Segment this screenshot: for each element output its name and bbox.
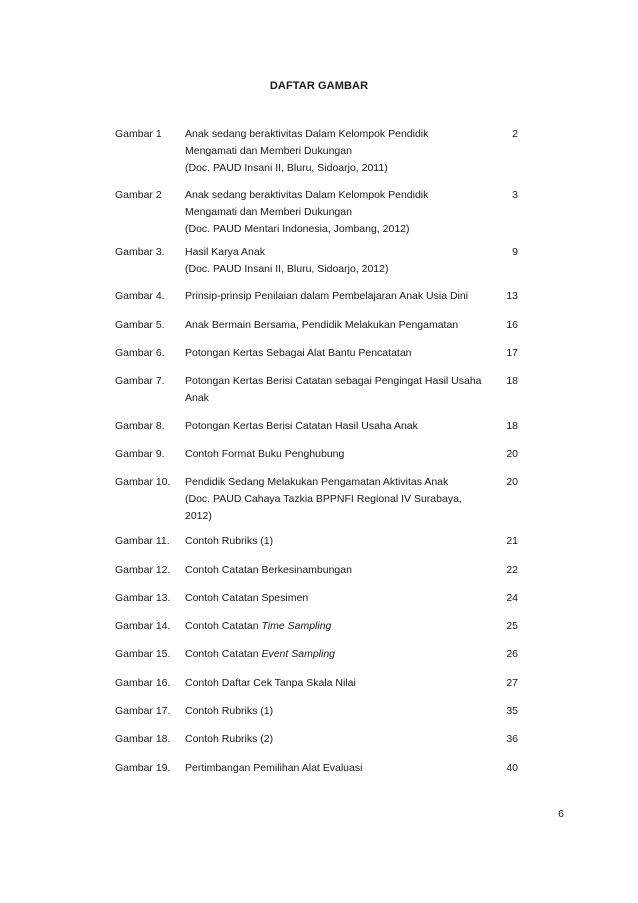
figure-label: Gambar 19.	[115, 762, 171, 774]
figure-description-line	[185, 160, 485, 177]
figure-label: Gambar 5.	[115, 319, 165, 331]
figure-description-line	[185, 418, 485, 435]
figure-description-line	[185, 533, 485, 550]
figure-description	[185, 731, 485, 748]
figure-description	[185, 187, 485, 238]
figure-description-line	[185, 143, 485, 160]
figure-page-ref: 21	[506, 535, 518, 547]
figure-description-line	[185, 491, 485, 508]
figure-description-line	[185, 345, 485, 362]
figure-page-ref: 22	[506, 564, 518, 576]
figure-description-text: Contoh Catatan	[185, 620, 262, 632]
figure-label: Gambar 11.	[115, 535, 170, 547]
figure-description-text: Anak Bermain Bersama, Pendidik Melakukan Pengamatan	[185, 319, 459, 331]
figure-page-ref: 26	[506, 648, 518, 660]
figure-description-line	[185, 760, 485, 777]
figure-description-line	[185, 731, 485, 748]
figure-description-line	[185, 373, 485, 390]
figure-label: Gambar 14.	[115, 620, 171, 632]
figure-description	[185, 418, 485, 435]
figure-description-line	[185, 703, 485, 720]
figure-description-line	[185, 288, 485, 305]
figure-description-text: Contoh Daftar Cek Tanpa Skala Nilai	[185, 677, 356, 689]
figure-label: Gambar 7.	[115, 375, 165, 387]
figure-description-line	[185, 126, 485, 143]
page-title: DAFTAR GAMBAR	[269, 80, 369, 92]
page-number: 6	[558, 808, 564, 820]
figure-description	[185, 590, 485, 607]
figure-page-ref: 27	[506, 677, 518, 689]
figure-description	[185, 618, 485, 635]
figure-page-ref: 17	[506, 347, 518, 359]
figure-description-line	[185, 317, 485, 334]
figure-description-text: 2012)	[185, 510, 212, 522]
figure-description	[185, 345, 485, 362]
figure-description	[185, 373, 485, 407]
figure-description-italic: Event Sampling	[261, 648, 336, 660]
figure-label: Gambar 16.	[115, 677, 171, 689]
figure-description	[185, 317, 485, 334]
figure-label: Gambar 8.	[115, 420, 165, 432]
figure-description-line	[185, 221, 485, 238]
figure-description-text: Prinsip-prinsip Penilaian dalam Pembelajaran Anak Usia Dini	[185, 290, 469, 302]
figure-description-text: (Doc. PAUD Cahaya Tazkia BPPNFI Regional IV Surabaya,	[185, 493, 462, 505]
figure-label: Gambar 15.	[115, 648, 171, 660]
figure-description-line	[185, 446, 485, 463]
figure-page-ref: 36	[506, 733, 518, 745]
figure-description-text: Anak sedang beraktivitas Dalam Kelompok Pendidik	[185, 128, 429, 140]
figure-description-text: Pendidik Sedang Melakukan Pengamatan Aktivitas Anak	[185, 476, 449, 488]
figure-description-text: Potongan Kertas Berisi Catatan Hasil Usaha Anak	[185, 420, 418, 432]
figure-description-text: Contoh Catatan	[185, 648, 262, 660]
figure-description	[185, 703, 485, 720]
figure-page-ref: 40	[506, 762, 518, 774]
figure-description-text: Anak	[185, 392, 209, 404]
figure-description-line	[185, 261, 485, 278]
figure-description	[185, 646, 485, 663]
figure-description	[185, 244, 485, 278]
figure-description-text: Contoh Format Buku Penghubung	[185, 448, 345, 460]
figure-description-text: Contoh Rubriks (1)	[185, 705, 274, 717]
figure-description-text: (Doc. PAUD Insani II, Bluru, Sidoarjo, 2011)	[185, 162, 388, 174]
figure-description-text: Potongan Kertas Berisi Catatan sebagai Pengingat Hasil Usaha	[185, 375, 482, 387]
figure-page-ref: 25	[506, 620, 518, 632]
figure-label: Gambar 13.	[115, 592, 171, 604]
figure-description-text: Mengamati dan Memberi Dukungan	[185, 206, 352, 218]
figure-description-text: Contoh Rubriks (2)	[185, 733, 274, 745]
figure-label: Gambar 17.	[115, 705, 171, 717]
figure-page-ref: 18	[506, 420, 518, 432]
figure-description-line	[185, 618, 485, 635]
figure-description-text: Pertimbangan Pemilihan Alat Evaluasi	[185, 762, 363, 774]
figure-description-line	[185, 244, 485, 261]
figure-description	[185, 675, 485, 692]
figure-description-line	[185, 390, 485, 407]
figure-description	[185, 126, 485, 177]
figure-description	[185, 474, 485, 525]
figure-description-text: Contoh Catatan Berkesinambungan	[185, 564, 352, 576]
figure-description-line	[185, 675, 485, 692]
figure-description-line	[185, 590, 485, 607]
figure-description-text: Contoh Catatan Spesimen	[185, 592, 309, 604]
figure-description	[185, 533, 485, 550]
figure-page-ref: 16	[506, 319, 518, 331]
figure-description-line	[185, 508, 485, 525]
figure-label: Gambar 1	[115, 128, 162, 140]
figure-page-ref: 9	[512, 246, 518, 258]
figure-page-ref: 35	[506, 705, 518, 717]
figure-description	[185, 760, 485, 777]
figure-page-ref: 3	[512, 189, 518, 201]
figure-label: Gambar 6.	[115, 347, 165, 359]
figure-page-ref: 20	[506, 476, 518, 488]
figure-page-ref: 2	[512, 128, 518, 140]
figure-description-text: Anak sedang beraktivitas Dalam Kelompok Pendidik	[185, 189, 429, 201]
figure-description-line	[185, 646, 485, 663]
figure-label: Gambar 12.	[115, 564, 171, 576]
figure-description	[185, 446, 485, 463]
figure-page-ref: 24	[506, 592, 518, 604]
figure-label: Gambar 4.	[115, 290, 165, 302]
figure-description-text: Potongan Kertas Sebagai Alat Bantu Pencatatan	[185, 347, 412, 359]
figure-label: Gambar 3.	[115, 246, 165, 258]
figure-description	[185, 288, 485, 305]
figure-page-ref: 18	[506, 375, 518, 387]
figure-label: Gambar 2	[115, 189, 162, 201]
figure-description-italic: Time Sampling	[261, 620, 332, 632]
figure-label: Gambar 18.	[115, 733, 171, 745]
figure-description-text: Hasil Karya Anak	[185, 246, 265, 258]
figure-description-line	[185, 474, 485, 491]
figure-description-text: Contoh Rubriks (1)	[185, 535, 274, 547]
figure-description-text: (Doc. PAUD Insani II, Bluru, Sidoarjo, 2012)	[185, 263, 389, 275]
figure-page-ref: 13	[506, 290, 518, 302]
figure-description-line	[185, 187, 485, 204]
figure-description-line	[185, 204, 485, 221]
figure-description-line	[185, 562, 485, 579]
figure-label: Gambar 9.	[115, 448, 165, 460]
figure-description-text: (Doc. PAUD Mentari Indonesia, Jombang, 2012)	[185, 223, 410, 235]
figure-description-text: Mengamati dan Memberi Dukungan	[185, 145, 352, 157]
figure-label: Gambar 10.	[115, 476, 171, 488]
figure-description	[185, 562, 485, 579]
figure-page-ref: 20	[506, 448, 518, 460]
